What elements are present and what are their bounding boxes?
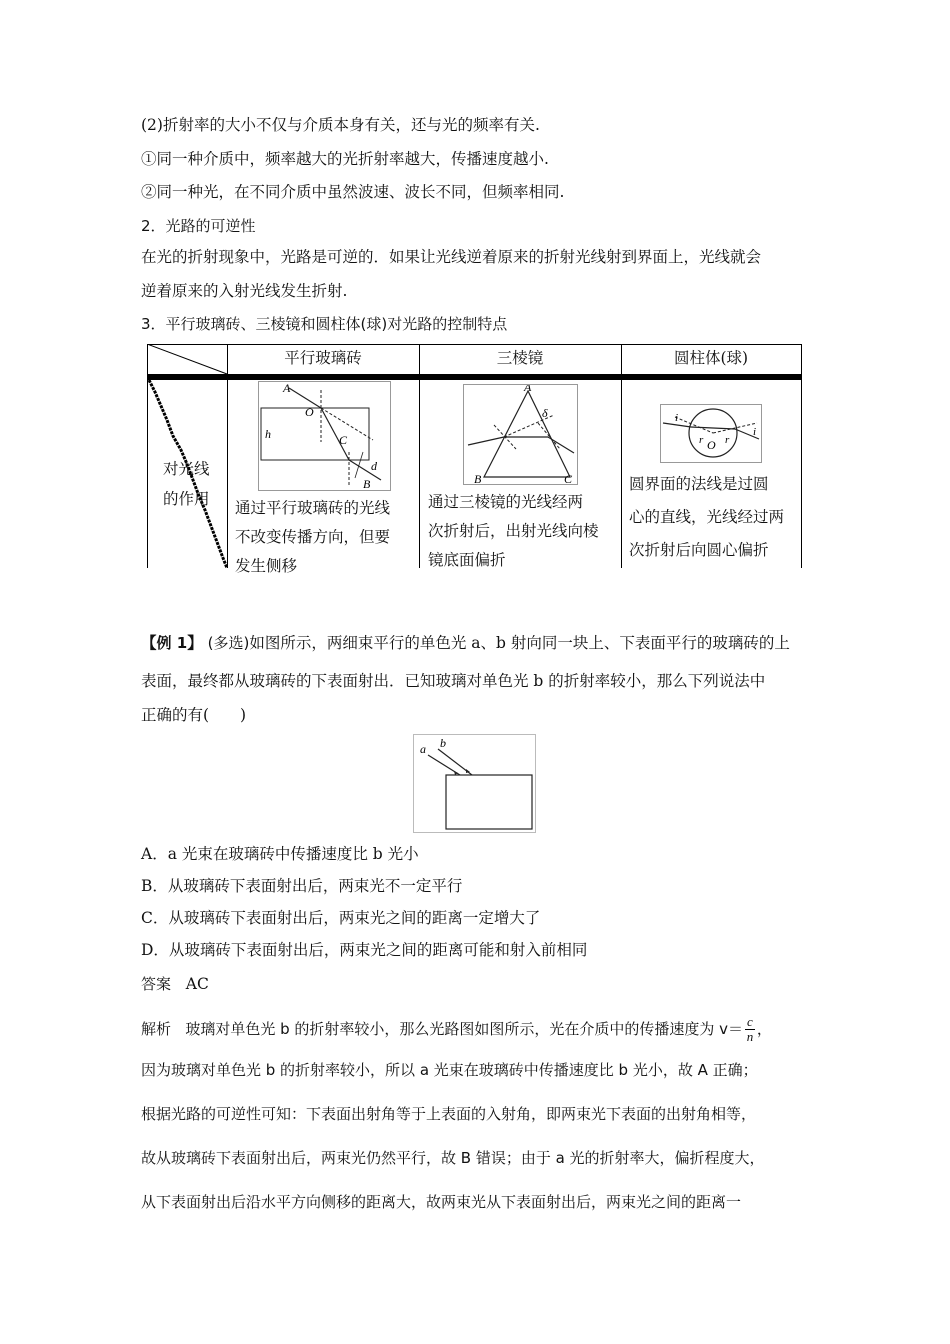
svg-text:h: h (265, 427, 271, 441)
svg-text:C: C (564, 472, 573, 484)
option-a: A．a 光束在玻璃砖中传播速度比 b 光小 (141, 845, 419, 863)
svg-text:B: B (363, 477, 371, 490)
svg-text:O: O (707, 438, 716, 452)
analysis-line: 从下表面射出后沿水平方向侧移的距离大，故两束光从下表面射出后，两束光之间的距离一 (141, 1193, 742, 1211)
svg-text:r: r (725, 434, 730, 446)
svg-text:δ: δ (542, 406, 548, 420)
analysis-line: 根据光路的可逆性可知：下表面出射角等于上表面的入射角，即两束光下表面的出射角相等， (141, 1105, 757, 1123)
cell-prism: 通过三棱镜的光线经两 次折射后，出射光线向棱 镜底面偏折 (428, 493, 599, 569)
svg-text:d: d (371, 459, 377, 473)
svg-text:A: A (283, 382, 291, 395)
svg-text:r: r (699, 434, 704, 446)
header-parallel-glass: 平行玻璃砖 (284, 349, 362, 367)
analysis-line: 因为玻璃对单色光 b 的折射率较小，所以 a 光束在玻璃砖中传播速度比 b 光小，故 A 正确； (141, 1061, 758, 1079)
row-label: 对光线 的作用 (163, 460, 210, 508)
text-line: (2)折射率的大小不仅与介质本身有关，还与光的频率有关. (141, 116, 540, 134)
figure-cylinder (660, 404, 762, 463)
section-heading: 2．光路的可逆性 (141, 217, 256, 235)
header-diagonal (147, 344, 228, 375)
svg-text:b: b (440, 736, 446, 750)
fraction-c-over-n: $\frac{c}{n}$ (746, 1014, 754, 1044)
svg-text:B: B (474, 472, 482, 484)
cell-parallel-glass: 通过平行玻璃砖的光线 不改变传播方向，但要 发生侧移 (235, 499, 391, 575)
svg-text:i: i (753, 426, 757, 438)
svg-text:i: i (675, 412, 679, 424)
header-cylinder: 圆柱体(球) (673, 349, 749, 367)
figure-parallel-glass (258, 381, 391, 491)
text-line: 在光的折射现象中，光路是可逆的．如果让光线逆着原来的折射光线射到界面上，光线就会 (141, 248, 762, 266)
cell-cylinder: 圆界面的法线是过圆 心的直线，光线经过两 次折射后向圆心偏折 (629, 475, 785, 559)
section-heading: 3．平行玻璃砖、三棱镜和圆柱体(球)对光路的控制特点 (141, 315, 508, 333)
svg-text:A: A (524, 385, 532, 394)
answer: 答案 AC (141, 975, 209, 993)
optics-table (147, 344, 802, 575)
figure-example (413, 734, 536, 833)
analysis-line: 故从玻璃砖下表面射出后，两束光仍然平行，故 B 错误；由于 a 光的折射率大，偏折程度大， (141, 1149, 765, 1167)
option-d: D．从玻璃砖下表面射出后，两束光之间的距离可能和射入前相同 (141, 941, 588, 959)
text-line: ①同一种介质中，频率越大的光折射率越大，传播速度越小. (141, 150, 549, 168)
text-line: 表面，最终都从玻璃砖的下表面射出．已知玻璃对单色光 b 的折射率较小，那么下列说法中 (141, 672, 766, 690)
figure-prism (463, 384, 578, 485)
svg-text:C: C (339, 433, 348, 447)
svg-text:O: O (305, 405, 314, 419)
svg-text:a: a (420, 742, 426, 756)
example-intro: 【例 1】 (多选)如图所示，两细束平行的单色光 a、b 射向同一块上、下表面平行的玻璃砖的上 (141, 634, 790, 652)
text-line: 逆着原来的入射光线发生折射. (141, 282, 348, 300)
text-line: ②同一种光，在不同介质中虽然波速、波长不同，但频率相同. (141, 183, 565, 201)
option-b: B．从玻璃砖下表面射出后，两束光不一定平行 (141, 877, 463, 895)
header-prism: 三棱镜 (496, 349, 544, 367)
analysis-line: 解析 玻璃对单色光 b 的折射率较小，那么光路图如图所示，光在介质中的传播速度为 v＝ $\frac{c}{n}$ ， (141, 1014, 772, 1044)
option-c: C．从玻璃砖下表面射出后，两束光之间的距离一定增大了 (141, 909, 541, 927)
text-line: 正确的有( ) (141, 706, 247, 724)
